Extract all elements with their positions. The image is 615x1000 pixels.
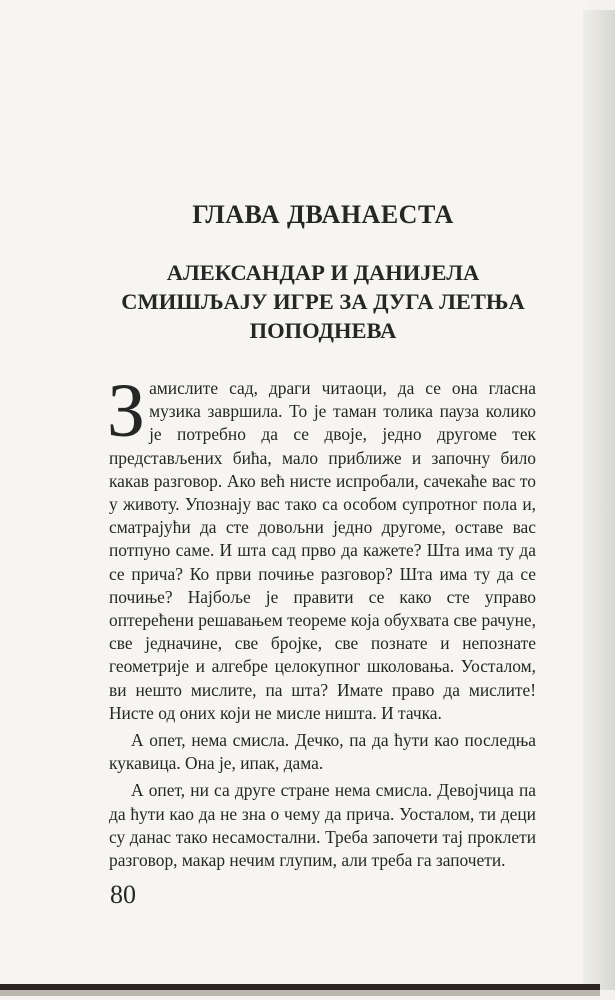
page-edge [583, 10, 615, 990]
chapter-title: ГЛАВА ДВАНАЕСТА [192, 200, 454, 229]
page-bottom-shadow [0, 990, 600, 996]
drop-cap: З [107, 369, 146, 453]
page-bottom-edge [0, 984, 600, 990]
subtitle-line: АЛЕКСАНДАР И ДАНИЈЕЛА [166, 260, 480, 285]
subtitle-line: СМИШЉАЈУ ИГРЕ ЗА ДУГА ЛЕТЊА [121, 289, 525, 314]
chapter-body [107, 369, 536, 872]
subtitle-line: ПОПОДНЕВА [249, 318, 397, 343]
paragraph-text: амислите сад, драги читаоци, да се она гласна музика завршила. То је таман толика пауза колико је потребно да се двоје, једно другоме тек представљених бића, мало приближе и започну било какав разговор. Ако већ нисте испробали, сачекаће вас то у животу. Упознају вас тако са особом супротног пола и, сматрајући да сте довољни једно другоме, оставе вас потпуно саме. И шта сад прво да кажете? Шта има ту да се прича? Ко први почиње разговор? Шта има ту да се почиње? Најбоље је правити се како сте управо оптерећени решавањем теореме која обухвата све рачуне, све једначине, све бројке, све познате и непознате геометрије и алгебре целокупног школовања. Уосталом, ви нешто мислите, па шта? Имате право да мислите! Нисте од оних који не мисле ништа. И тачка. [109, 378, 536, 723]
paragraph: А опет, нема смисла. Дечко, па да ћути као последња кукавица. Она је, ипак, дама. [109, 730, 536, 774]
paragraph: А опет, ни са друге стране нема смисла. Девојчица па да ћути као да не зна о чему да прича. Уосталом, ти деци су данас тако несамостални. Треба започети тај проклети разговор, макар нечим глупим, али треба га започети. [109, 780, 536, 871]
chapter-subtitle [108, 258, 538, 345]
page-number: 80 [110, 880, 136, 909]
paragraph [107, 369, 536, 725]
